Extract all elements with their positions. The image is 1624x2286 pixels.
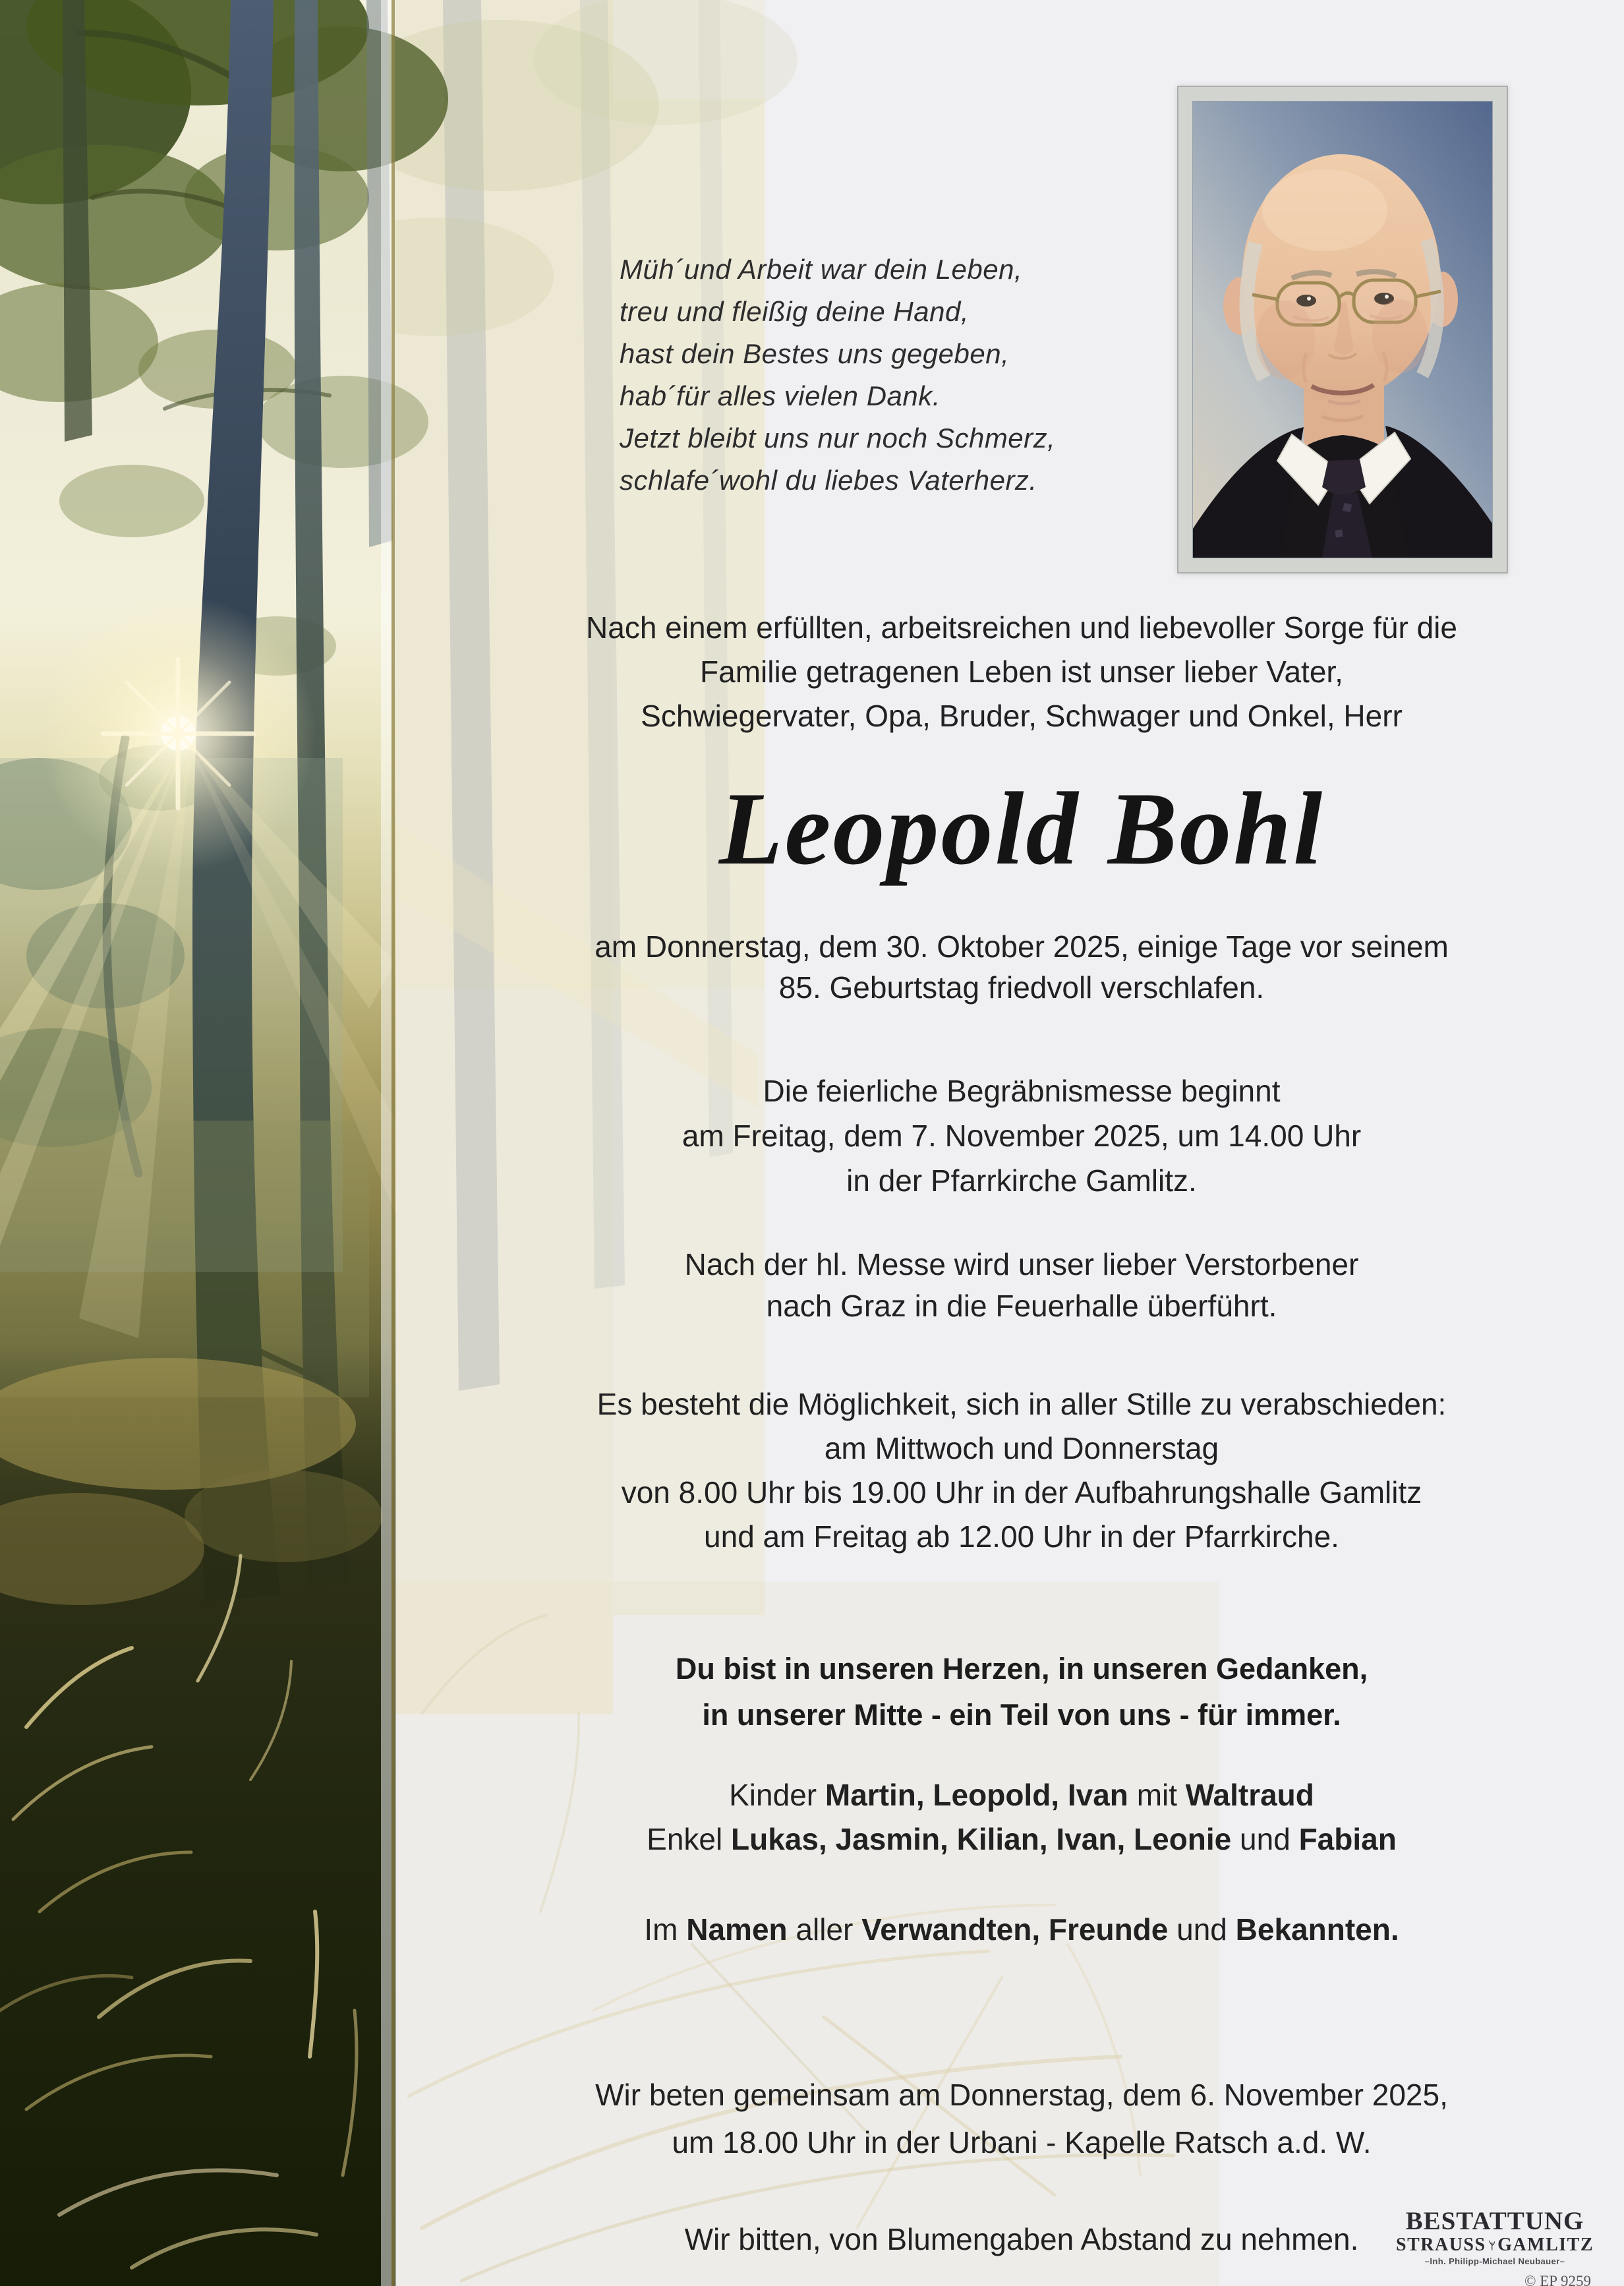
funeral-mass-line: Die feierliche Begräbnismesse beginnt [763, 1074, 1281, 1108]
remembrance-line: Du bist in unseren Herzen, in unseren Gedanken, [675, 1652, 1368, 1685]
funeral-mass-paragraph [527, 1069, 1516, 1203]
poem-line: Jetzt bleibt uns nur noch Schmerz, [620, 423, 1056, 454]
poem-line: Müh´und Arbeit war dein Leben, [620, 254, 1023, 285]
prayer-line: um 18.00 Uhr in der Urbani - Kapelle Ratsch a.d. W. [672, 2125, 1372, 2159]
children-names: Martin, Leopold, Ivan [825, 1778, 1128, 1812]
closing-seg: Verwandten, Freunde [861, 1912, 1169, 1947]
remembrance-paragraph [527, 1646, 1516, 1738]
death-notice-paragraph [527, 926, 1516, 1008]
farewell-line: und am Freitag ab 12.00 Uhr in der Pfarrkirche. [704, 1519, 1339, 1554]
closing-seg: Namen [686, 1912, 788, 1947]
family-closing-line [527, 1908, 1516, 1950]
closing-seg: Bekannten. [1235, 1912, 1399, 1947]
grandchildren-connector: und [1240, 1822, 1290, 1856]
poem-line: hast dein Bestes uns gegeben, [620, 338, 1010, 369]
children-line [527, 1773, 1516, 1817]
divider-rule [392, 0, 395, 2286]
intro-paragraph [527, 606, 1516, 738]
farewell-line: am Mittwoch und Donnerstag [824, 1431, 1219, 1465]
children-names-secondary: Waltraud [1185, 1778, 1314, 1812]
intro-line: Nach einem erfüllten, arbeitsreichen und liebevoller Sorge für die [586, 610, 1457, 645]
transfer-paragraph [527, 1244, 1516, 1327]
funeral-mass-line: in der Pfarrkirche Gamlitz. [846, 1163, 1197, 1198]
poem-line: schlafe´wohl du liebes Vaterherz. [620, 465, 1037, 496]
farewell-line: Es besteht die Möglichkeit, sich in aller Stille zu verabschieden: [596, 1387, 1447, 1421]
logo-strauss: STRAUSS [1396, 2235, 1486, 2255]
farewell-paragraph [527, 1382, 1516, 1559]
grandchildren-names: Lukas, Jasmin, Kilian, Ivan, Leonie [731, 1822, 1232, 1856]
family-paragraph [527, 1773, 1516, 1861]
transfer-line: nach Graz in die Feuerhalle überführt. [766, 1289, 1277, 1323]
transfer-line: Nach der hl. Messe wird unser lieber Verstorbener [684, 1247, 1359, 1281]
prayer-paragraph [527, 2071, 1516, 2166]
funeral-mass-line: am Freitag, dem 7. November 2025, um 14.00 Uhr [682, 1119, 1362, 1153]
children-connector: mit [1136, 1778, 1178, 1812]
poem-line: treu und fleißig deine Hand, [620, 296, 969, 327]
funeral-home-logo [1396, 2208, 1594, 2286]
sun-rays [103, 659, 253, 808]
intro-line: Schwiegervater, Opa, Bruder, Schwager und Onkel, Herr [641, 699, 1403, 733]
remembrance-line: in unserer Mitte - ein Teil von uns - für immer. [702, 1698, 1341, 1732]
grandchildren-names-secondary: Fabian [1298, 1822, 1397, 1856]
flowers-request-line: Wir bitten, von Blumengaben Abstand zu nehmen. [684, 2222, 1359, 2256]
children-label: Kinder [729, 1778, 817, 1812]
death-notice-line: am Donnerstag, dem 30. Oktober 2025, einige Tage vor seinem [594, 929, 1449, 964]
closing-seg: aller [796, 1912, 854, 1947]
grandchildren-line [527, 1817, 1516, 1861]
portrait-photo-frame [1177, 86, 1508, 573]
logo-bestattung: BESTATTUNG [1405, 2207, 1584, 2235]
farewell-line: von 8.00 Uhr bis 19.00 Uhr in der Aufbahrungshalle Gamlitz [621, 1475, 1422, 1509]
logo-owner-line: –Inh. Philipp-Michael Neubauer– [1424, 2256, 1565, 2266]
death-notice-line: 85. Geburtstag friedvoll verschlafen. [778, 970, 1265, 1005]
portrait-photo [1193, 102, 1492, 558]
logo-sprout-icon [1488, 2238, 1496, 2252]
deceased-name: Leopold Bohl [718, 771, 1325, 887]
prayer-line: Wir beten gemeinsam am Donnerstag, dem 6. November 2025, [595, 2078, 1448, 2112]
logo-gamlitz: GAMLITZ [1497, 2235, 1594, 2255]
memorial-poem [620, 249, 1055, 502]
closing-seg: und [1176, 1912, 1227, 1947]
logo-registry-code: © EP 9259 [1524, 2273, 1591, 2286]
poem-line: hab´für alles vielen Dank. [620, 380, 941, 411]
logo-strauss-gamlitz [1396, 2235, 1594, 2256]
closing-seg: Im [644, 1912, 678, 1947]
intro-line: Familie getragenen Leben ist unser lieber Vater, [700, 655, 1343, 689]
grandchildren-label: Enkel [647, 1822, 723, 1856]
